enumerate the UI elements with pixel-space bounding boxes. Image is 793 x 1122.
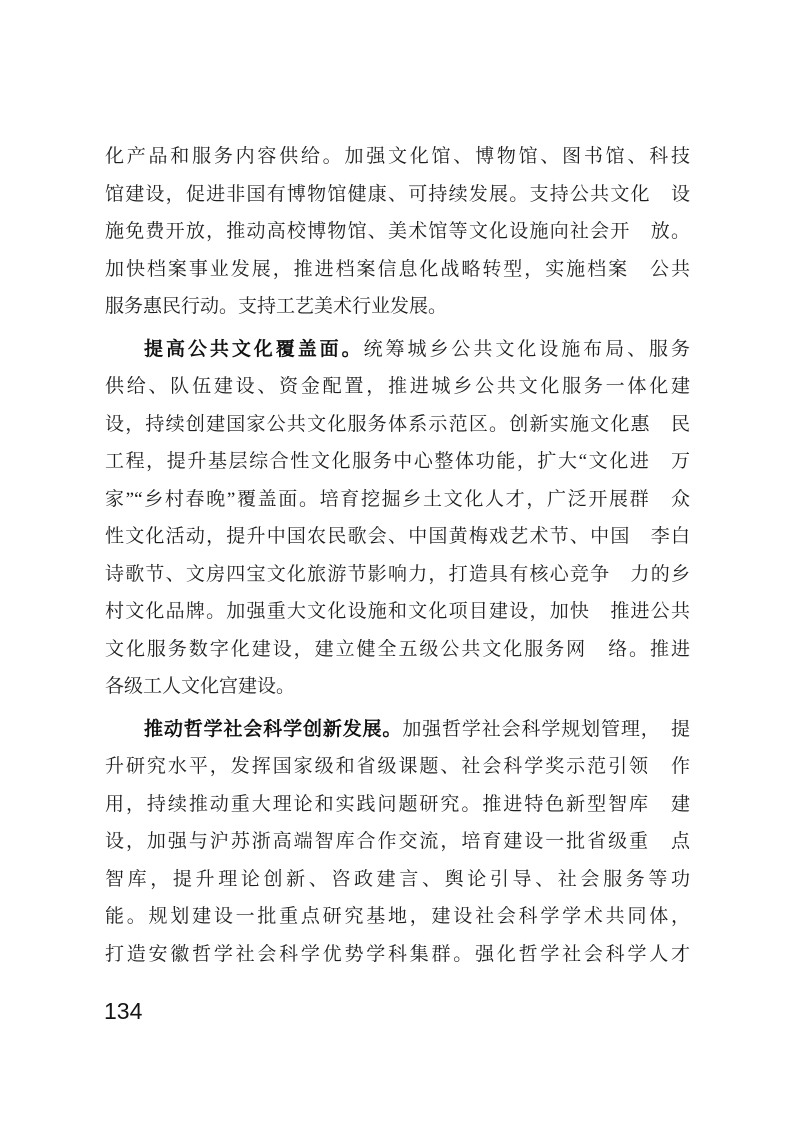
text-line: 文化服务数字化建设，建立健全五级公共文化服务网 络。推进 [105,638,690,660]
text-line: 家”“乡村春晚”覆盖面。培育挖掘乡土文化人才，广泛开展群 众 [105,488,690,510]
text-line: 升研究水平，发挥国家级和省级课题、社会科学奖示范引领 作 [105,756,690,777]
text-line: 能。规划建设一批重点研究基地，建设社会科学学术共同体， [105,906,690,927]
text-line: 供给、队伍建设、资金配置，推进城乡公共文化服务一体化建 [105,376,690,397]
paragraph [105,331,690,706]
text-line: 服务惠民行动。支持工艺美术行业发展。 [105,296,448,317]
text-line: 用，持续推动重大理论和实践问题研究。推进特色新型智库 建 [105,793,690,815]
paragraph [105,711,690,974]
text-line: 馆建设，促进非国有博物馆健康、可持续发展。支持公共文化 设 [105,183,690,205]
text-line: 智库，提升理论创新、咨政建言、舆论引导、社会服务等功 [105,868,690,890]
text-line: 施免费开放，推动高校博物馆、美术馆等文化设施向社会开 放。 [105,221,690,242]
text-line: 工程，提升基层综合性文化服务中心整体功能，扩大“文化进 万 [105,451,690,472]
text-line: 村文化品牌。加强重大文化设施和文化项目建设，加快 推进公共 [105,601,690,622]
paragraph [105,138,690,326]
text-line: 设，持续创建国家公共文化服务体系示范区。创新实施文化惠 民 [105,413,690,435]
text-block [105,138,690,973]
page-number: 134 [104,998,143,1024]
paragraph-heading: 提高公共文化覆盖面。 [144,338,364,360]
text-line: 加快档案事业发展，推进档案信息化战略转型，实施档案 公共 [105,258,690,280]
paragraph-lead: 统筹城乡公共文化设施布局、服务 [363,338,690,360]
text-line [105,331,690,369]
text-line: 打造安徽哲学社会科学优势学科集群。强化哲学社会科学人才 [105,943,690,965]
text-line: 设，加强与沪苏浙高端智库合作交流，培育建设一批省级重 点 [105,831,690,852]
text-line [105,711,690,749]
paragraph-lead: 加强哲学社会科学规划管理， 提 [402,718,690,740]
text-line: 诗歌节、文房四宝文化旅游节影响力，打造具有核心竞争 力的乡 [105,563,690,585]
text-line: 性文化活动，提升中国农民歌会、中国黄梅戏艺术节、中国 李白 [105,526,690,547]
paragraph-heading: 推动哲学社会科学创新发展。 [144,718,403,740]
text-line: 化产品和服务内容供给。加强文化馆、博物馆、图书馆、科技 [105,146,690,167]
text-line: 各级工人文化宫建设。 [105,676,296,697]
